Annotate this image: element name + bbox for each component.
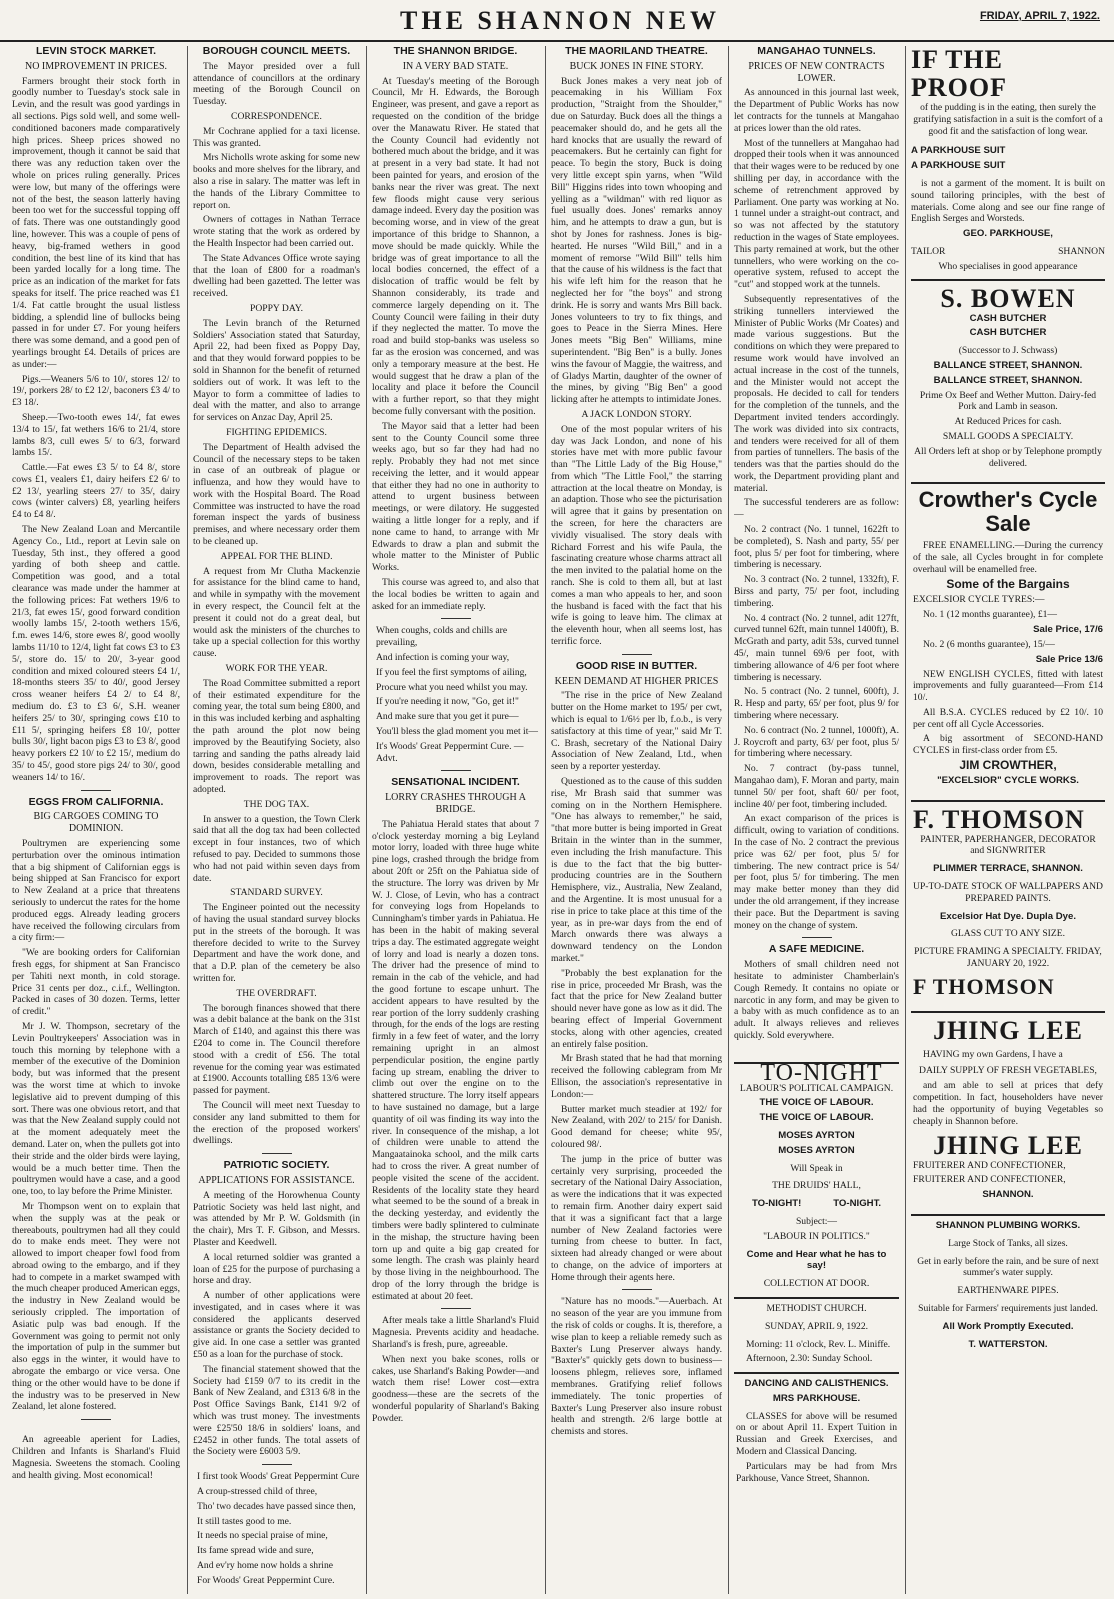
ad-text: A PARKHOUSE SUIT xyxy=(911,160,1006,172)
divider xyxy=(81,1419,111,1420)
poem-line: For Woods' Great Peppermint Cure. xyxy=(197,1574,335,1586)
column-5 xyxy=(734,46,899,1594)
article-paragraph: Mr J. W. Thompson, secretary of the Levin Poultrykeepers' Association was in touch this morning by telephone with a member of the executive of the Dominion body, but was informed that the present was the worst time at which to invoke legislative aid to prevent dumping of this sort. There was one obvious retort, and that was that the New Zealand supply could not at the moment adequately meet the demand. Later on, when the pullets got into their stride and the older birds were laying, would be a much better time. Then the poultrymen would have a case, and a good one, too, to lay before the Prime Minister. xyxy=(12,1020,180,1198)
plumbing-ad xyxy=(911,1214,1105,1357)
article-paragraph: The Pahiatua Herald states that about 7 o'clock yesterday morning a big Leyland motor lorry, loaded with three huge white pine logs, crashed through the bridge from about 20ft or 25ft on the Pahiatua side of the structure. The lorry was driven by Mr W. J. Close, of Levin, who has a contract for conveying logs from Hopelands to Cunningham's timber yards in Pahiatua. He has been in the habit of making several trips a day. The estimated aggregate weight of lorry and load is nearly a dozen tons. The driver had the presence of mind to remain in the cab of the vehicle, and had the good fortune to escape unhurt. The accident appears to have resulted by the rear portion of the lorry suddenly crashing through, for the ends of the logs are resting firmly in a few feet of water, and the lorry remaining upright in an almost perpendicular position, the engine partly facing up stream, enabling the driver to climb out over the engine on to the shattered structure. The lorry itself appears to have sustained no damage, but a large quantity of oil was finding its way into the river. In consequence of the mishap, a lot of children were unable to attend the Mangaatainoka school, and the milk carts had to cross the river. A great number of people visited the scene of the accident. Residents of the locality state they heard what seemed to be the sound of a break in the decking yesterday, and evidently the timbers were badly splintered to culminate in the mishap, the structure having been torn up and quite a big gap created for some length. The crash was plainly heard by those living in the neighbourhood. The drop of the lorry through the bridge is estimated at about 20 feet. xyxy=(372,818,539,1302)
ad-headline: F THOMSON xyxy=(913,973,1055,999)
article-paragraph: Pigs.—Weaners 5/6 to 10/, stores 12/ to 19/, porkers 28/ to £2 12/, baconers £3 4/ to £3 18/. xyxy=(12,373,180,409)
ad-text: Sale Price 13/6 xyxy=(1035,653,1103,665)
ad-text: No. 1 (12 months guarantee), £1— xyxy=(923,609,1058,621)
article-paragraph: No. 4 contract (No. 2 tunnel, adit 127ft, curved tunnel 62ft, main tunnel 1400ft), B. McGrath and party, adit 53s, curved tunnel 45/, main tunnel 69/6 per foot, with timbering allowance of 4/6 per foot where timbering is necessary. xyxy=(734,612,899,683)
article-paragraph: A number of other applications were investigated, and in cases where it was considered the applicants deserved assistance or grants the Society decided to give aid. In one case a settler was granted £50 as a loan for the purchase of stock. xyxy=(193,1290,360,1361)
poem-line: And ev'ry home now holds a shrine xyxy=(197,1560,334,1572)
ad-text: GLASS CUT TO ANY SIZE. xyxy=(951,928,1065,940)
ad-headline: TO-NIGHT xyxy=(760,1059,883,1086)
ad-text: Come and Hear what he has to say! xyxy=(746,1248,887,1272)
article-headline: THE SHANNON BRIDGE. xyxy=(393,46,518,57)
article-headline: PATRIOTIC SOCIETY. xyxy=(223,1159,330,1172)
ad-text: JIM CROWTHER, xyxy=(959,758,1057,773)
section-subheading: WORK FOR THE YEAR. xyxy=(225,663,328,675)
article-subheadline: KEEN DEMAND AT HIGHER PRICES xyxy=(554,675,719,687)
article-paragraph: A meeting of the Horowhenua County Patriotic Society was held last night, and was attended by Mr P. W. Goldsmith (in the chair), Mrs T. F. Gibson, and Messrs. Plaster and Keedwell. xyxy=(193,1189,360,1248)
ad-text: SUNDAY, APRIL 9, 1922. xyxy=(764,1320,869,1332)
ad-text: BALLANCE STREET, SHANNON. xyxy=(933,359,1083,371)
article-paragraph: The successful tenderers are as follow:— xyxy=(734,497,899,521)
ad-text: TO-NIGHT! xyxy=(751,1198,802,1210)
ad-text: Large Stock of Tanks, all sizes. xyxy=(948,1237,1068,1249)
poem-line: And make sure that you get it pure— xyxy=(376,711,519,723)
ad-text: PAINTER, PAPERHANGER, DECORATOR and SIGNWRITER xyxy=(920,833,1096,857)
ad-text: is not a garment of the moment. It is built on sound tailoring principles, with the best of materials. Come along and see our fine range of English Serges and Worsteds. xyxy=(911,177,1105,225)
advertisement-text: When next you bake scones, rolls or cakes, use Sharland's Baking Powder—and watch them rise! Lower cost—extra goodness—these are the secrets of the wonderful popularity of Sharland's Baking Powder. xyxy=(372,1353,539,1424)
article-paragraph: Mrs Nicholls wrote asking for some new books and more shelves for the library, and also a rise in salary. The matter was left in the hands of the Library Committee to report on. xyxy=(193,152,360,211)
ad-text: TAILOR xyxy=(911,245,946,257)
article-paragraph: The Road Committee submitted a report of their estimated expenditure for the coming year, the total sum being £800, and in this was included kerbing and asphalting the path around the plot now being improved by the Beautifying Society, also tarring and sanding the paths already laid down, besides considerable metalling and improvement to roads. The report was adopted. xyxy=(193,677,360,796)
advertisement-text: After meals take a little Sharland's Fluid Magnesia. Prevents acidity and headache. Sharland's is fresh, pure, agreeable. xyxy=(372,1315,539,1351)
article-subheadline: PRICES OF NEW CONTRACTS LOWER. xyxy=(748,60,885,84)
article-headline: SENSATIONAL INCIDENT. xyxy=(391,776,520,789)
article-paragraph: "We are booking orders for Californian fresh eggs, for shipment at San Francisco per Tahiti next month, in cold storage. Price 31 cents per doz., c.i.f., Wellington. Packed in cases of 30 dozen. Terms, letter of credit." xyxy=(12,947,180,1018)
ad-text: UP-TO-DATE STOCK OF WALLPAPERS AND PREPARED PAINTS. xyxy=(913,881,1103,904)
article-paragraph: Buck Jones makes a very neat job of peacemaking in his William Fox production, "Straight from the Shoulder," due on Saturday. Buck does all the things a peacemaker should do, and he gets all the hard knocks that are usually the reward of peacemakers. But he certainly can fight for peace. To begin the story, Buck is doing very little except spin yarns, when "Wild Bill" Higgins rides into town whooping and yelling as a "wildman" with red liquor as fuel usually does. Jones' remarks annoy him, and he attempts to draw a gun, but is shot by Jones for rashness. Jones is big-hearted. He nurses "Wild Bill," and in a moment of remorse "Wild Bill" tells him that the cause of his wildness is the fact that his wife left him for the reason that he neglected her for "the boys" and strong drink. He is sorry and wants Mrs Bill back. Jones volunteers to try to fix things, and goes to Peace in the Sierra Mines. Here Jones meets "Big Ben" Williams, mine superintendent. "Big Ben" is a bully. Jones wins the favour of Maggie, the waitress, and of Gladys Martin, daughter of the owner of the mines, by giving "Big Ben" a good licking after he attempts to intimidate Jones. xyxy=(551,75,722,406)
column-rule xyxy=(905,46,906,1594)
article-paragraph: In answer to a question, the Town Clerk said that all the dog tax had been collected except in four instances, two of which refused to pay. Decided to summons those who had not paid within seven days from date. xyxy=(193,813,360,884)
article-paragraph: A request from Mr Clutha Mackenzie for assistance for the blind came to hand, and while in sympathy with the movement in every respect, the Council felt at the present it could not do a great deal, but would ask the ministers of the churches to take up a special collection for this worthy cause. xyxy=(193,565,360,660)
ad-text: Excelsior Hat Dye. Dupla Dye. xyxy=(940,910,1076,922)
ad-text: Suitable for Farmers' requirements just landed. xyxy=(918,1303,1098,1314)
ad-text: THE DRUIDS' HALL, xyxy=(772,1180,861,1192)
divider xyxy=(262,1464,292,1465)
ad-text: FRUITERER AND CONFECTIONER, xyxy=(913,1174,1066,1186)
divider xyxy=(622,1289,652,1290)
ad-text: Who specialises in good appearance xyxy=(938,260,1078,272)
article-subheadline: NO IMPROVEMENT IN PRICES. xyxy=(24,60,168,72)
article-paragraph: At Tuesday's meeting of the Borough Council, Mr H. Edwards, the Borough Engineer, was present, and gave a report as requested on the condition of the bridge over the Manawatu River. He stated that the County Council had evidently not bothered much about the bridge, and it was at present in a very bad state. It had not been painted for years, and erosion of the banks near the river was great. The next few floods might cause very serious damage indeed. Every day the position was becoming worse, and in view of the great importance of this bridge to Shannon, a move should be made quickly. While the bridge was of great importance to all the local bodies concerned, the effect of a dislocation of traffic would be felt by Shannon considerably, its trade and commerce largely depending on it. The County Council were failing in their duty if they neglected the matter. To move the road and build stop-banks was useless so far as the erosion was concerned, and was only a temporary measure at the best. He would suggest that he draw a plan of the locality and place it before the Council with a further report, so that they might become fully conversant with the position. xyxy=(372,75,539,417)
ad-text: "EXCELSIOR" CYCLE WORKS. xyxy=(937,774,1079,786)
ad-text: FRUITERER AND CONFECTIONER, xyxy=(913,1159,1066,1171)
article-paragraph: The Levin branch of the Returned Soldiers' Association stated that Saturday, April 22, had been fixed as Poppy Day, and that they would forward poppies to be sold in Shannon for the benefit of returned soldiers out of work. It was left to the Mayor to form a committee of ladies to deal with the matter, and also to arrange for services on Anzac Day, April 25. xyxy=(193,317,360,424)
section-subheading: FIGHTING EPIDEMICS. xyxy=(226,426,327,438)
issue-date: FRIDAY, APRIL 7, 1922. xyxy=(979,10,1100,22)
ad-text: COLLECTION AT DOOR. xyxy=(763,1278,870,1290)
ad-text: Morning: 11 o'clock, Rev. L. Miniffe. xyxy=(746,1338,891,1350)
ad-text: NEW ENGLISH CYCLES, fitted with latest improvements and fully guaranteed—From £14 10/. xyxy=(913,668,1103,704)
ad-text: CLASSES for above will be resumed on or about April 11. Expert Tuition in Russian and Greek Exercises, and Modern and Classical Dancing. xyxy=(736,1410,897,1458)
article-subheadline: LORRY CRASHES THROUGH A BRIDGE. xyxy=(385,792,526,816)
section-subheading: APPEAL FOR THE BLIND. xyxy=(220,550,333,562)
ad-text: THE VOICE OF LABOUR. xyxy=(759,1097,874,1109)
ad-text: All Orders left at shop or by Telephone promptly delivered. xyxy=(914,445,1102,469)
ad-text: No. 2 (6 months guarantee), 15/— xyxy=(923,638,1055,650)
poem-line: I first took Woods' Great Peppermint Cure xyxy=(197,1471,360,1483)
article-paragraph: No. 3 contract (No. 2 tunnel, 1332ft), F. Birss and party, 75/ per foot, including timbering. xyxy=(734,574,899,609)
article-paragraph: The Department of Health advised the Council of the necessary steps to be taken in case of an outbreak of plague or influenza, and how they would have to work with the Hospital Board. The Road Committee was instructed to have the road foreman inspect the yards of business premises, and where necessary order them to be cleaned up. xyxy=(193,441,360,548)
jhing-lee-ad xyxy=(911,1011,1105,1208)
article-headline: THE MAORILAND THEATRE. xyxy=(565,46,708,57)
article-paragraph: Most of the tunnellers at Mangahao had dropped their tools when it was announced that their wages were to be reduced by one shilling per day, in accordance with the scheme of retrenchment approved by Parliament. One party was working at No. 1 tunnel under a straight-out contract, and so was not affected by the statutory reduction in the wages of State employees. This party remained at work, but the other tunnellers, who were working on the co-operative system, refused to accept the "cut" and stopped work at the tunnels. xyxy=(734,137,899,291)
article-subheadline: BIG CARGOES COMING TO DOMINION. xyxy=(33,811,159,835)
article-headline: LEVIN STOCK MARKET. xyxy=(36,46,156,57)
ad-text: SMALL GOODS A SPECIALTY. xyxy=(942,430,1074,442)
ad-text: Some of the Bargains xyxy=(946,576,1070,591)
divider xyxy=(441,618,471,619)
ad-text: DAILY SUPPLY OF FRESH VEGETABLES, xyxy=(919,1064,1097,1076)
article-paragraph: This course was agreed to, and also that the local bodies be written to again and asked for an immediate reply. xyxy=(372,577,539,612)
ad-text: EARTHENWARE PIPES. xyxy=(957,1285,1059,1297)
column-4 xyxy=(551,46,722,1594)
column-1 xyxy=(12,46,180,1594)
article-paragraph: The borough finances showed that there was a debit balance at the bank on the 31st March of £140, and against this there was £204 to come in. The Council therefore stood with a credit of £56. The total revenue for the coming year was estimated at £1900. Accounts totalling £85 13/6 were passed for payment. xyxy=(193,1002,360,1097)
article-paragraph: The Mayor said that a letter had been sent to the County Council some three weeks ago, but so far they had had no reply. Probably they had not met since receiving the letter, and it would appear that either they had no one in authority to attend to urgent business between meetings, or were dilatory. He suggested waiting a little longer for a reply, and if none came to hand, to arrange with Mr Edwards to draw a plan and submit the whole matter to the Minister of Public Works. xyxy=(372,420,539,574)
ad-text: of the pudding is in the eating, then surely the gratifying satisfaction in a suit is the comfort of a good fit and the satisfaction of long wear. xyxy=(913,102,1103,137)
article-headline: A SAFE MEDICINE. xyxy=(768,943,865,956)
article-subheadline: APPLICATIONS FOR ASSISTANCE. xyxy=(198,1174,355,1186)
article-paragraph: Farmers brought their stock forth in goodly number to Tuesday's stock sale in Levin, and the result was good yardings in all sections. Pigs sold well, and some well-conditioned baconers made comparatively high prices. Sheep prices showed no improvement, though it cannot be said that there was any reduction taken over the whole on prices ruling generally. Prices were low, but many of the offerings were not of the best, the season latterly having been too wet for the successful topping off of fats. There was one outstandingly good line, however. This was a couple of pens of heavy, big-framed wethers in good condition, the best line of its kind that has been yarded locally for a long time. The price as an indication of the market for fats speaks for itself. The price reached was £1 1/4. Fat cattle brought the usual listless bidding, a splendid line of bullocks being passed in for under £7. For young heifers there was some demand, and a good pen of yearlings brought £4. Details of prices are as under:— xyxy=(12,75,180,370)
article-paragraph: One of the most popular writers of his day was Jack London, and none of his stories have met with more public favour than "The Little Lady of the Big House," from which "The Little Fool," the starring attraction at the local theatre on Monday, is an adaption. Those who see the picturisation will agree that it gains by presentation on the screen, for here the characters are vividly visualised. The story deals with Richard Forrest and his wife Paula, the fascinating creature whose charms attract all the men invited to the palatial home on the ranch. She is cold to them all, but at last comes a man who appeals to her, and soon the husband is faced with the fact that his wife is going to leave him. The climax at the eleventh hour, when all seems lost, has terrific force. xyxy=(551,423,722,648)
ad-text: Will Speak in xyxy=(790,1162,843,1174)
poem-line: When coughs, colds and chills are prevailing, xyxy=(376,625,508,649)
ad-headline: Crowther's Cycle Sale xyxy=(918,487,1098,537)
article-headline: MANGAHAO TUNNELS. xyxy=(757,46,876,57)
article-paragraph: Mr Thompson went on to explain that when the supply was at the peak or thereabouts, poultrymen had all they could do to make ends meet. They were not allowed to import cheaper fowl food from abroad owing to the embargo, and if they had to compete in a market swamped with the much cheaper produced American eggs, the industry in New Zealand would be seriously crippled. The importation of Asiatic pulp was bad enough. If the Government was going to permit not only the importation of pulp in the summer but also eggs in the winter, it would have to abrogate the embargo or vice versa. One thing or the other would have to be done if the industry was to be preserved in New Zealand, let alone fostered. xyxy=(12,1200,180,1413)
column-3 xyxy=(372,46,539,1594)
ad-text: SHANNON PLUMBING WORKS. xyxy=(935,1220,1081,1232)
poem-line: It still tastes good to me. xyxy=(197,1515,292,1527)
advertisement-text: An agreeable aperient for Ladies, Children and Infants is Sharland's Fluid Magnesia. Sweetens the stomach. Cooling and health giving. Most economical! xyxy=(12,1434,180,1481)
article-paragraph: The State Advances Office wrote saying that the loan of £800 for a roadman's dwelling had been gazetted. The letter was received. xyxy=(193,252,360,300)
column-2 xyxy=(193,46,360,1594)
ad-text: FREE ENAMELLING.—During the currency of the sale, all Cycles brought in for complete overhaul will be enamelled free. xyxy=(913,540,1103,575)
article-paragraph: Cattle.—Fat ewes £3 5/ to £4 8/, store cows £1, vealers £1, dairy heifers £2 6/ to £2 13/, yearling steers 27/ to 35/, dairy cows (winter calvers) £8, yearling heifers £4 to £4 8/. xyxy=(12,462,180,521)
section-subheading: THE OVERDRAFT. xyxy=(236,987,317,999)
article-paragraph: Butter market much steadier at 192/ for New Zealand, with 202/ to 215/ for Danish. Good demand for cheese; white 95/, coloured 98/. xyxy=(551,1103,722,1150)
ad-headline: JHING LEE xyxy=(933,1130,1083,1160)
poem-line: If you feel the first symptoms of ailing, xyxy=(376,666,527,678)
ad-text: T. WATTERSTON. xyxy=(968,1338,1048,1350)
article-paragraph: Subsequently representatives of the striking tunnellers interviewed the Minister of Public Works (Mr Coates) and made various suggestions. But the conditions on which they were prepared to resume work would have involved an actual increase in the cost of the tunnels, and the Minister would not accept the proposals. He decided to call for tenders for the completion of the tunnels, and the Department invited tenders accordingly. The work was divided into six contracts, and tenders were received for all of them from parties of tunnellers. The basis of the tenders was that the parties should do the work, the Department providing plant and material. xyxy=(734,293,899,494)
article-paragraph: The Council will meet next Tuesday to consider any land submitted to them for the erection of the proposed workers' dwellings. xyxy=(193,1099,360,1147)
ad-text: PLIMMER TERRACE, SHANNON. xyxy=(933,863,1083,875)
ad-text: EXCELSIOR CYCLE TYRES:— xyxy=(913,593,1045,605)
article-headline: GOOD RISE IN BUTTER. xyxy=(575,659,698,672)
poem-line: Its fame spread wide and sure, xyxy=(197,1545,314,1557)
masthead xyxy=(0,0,1114,42)
ad-text: Particulars may be had from Mrs Parkhouse, Vance Street, Shannon. xyxy=(736,1460,897,1484)
ad-text xyxy=(736,1198,897,1210)
crowther-ad xyxy=(911,482,1105,793)
article-paragraph: Sheep.—Two-tooth ewes 14/, fat ewes 13/4 to 15/, fat wethers 16/6 to 21/4, store lambs 8/3, cull ewes 5/ to 6/3, forward lambs 15/. xyxy=(12,411,180,459)
ad-text: and am able to sell at prices that defy competition. In fact, householders have never had the opportunity of buying Vegetables so cheaply in Shannon before. xyxy=(913,1080,1103,1127)
section-subheading: STANDARD SURVEY. xyxy=(230,887,323,899)
article-paragraph: The Mayor presided over a full attendance of councillors at the ordinary meeting of the Borough Council on Tuesday. xyxy=(193,60,360,108)
divider xyxy=(81,790,111,791)
article-paragraph: Owners of cottages in Nathan Terrace wrote stating that the work as ordered by the Health Inspector had been carried out. xyxy=(193,214,360,249)
article-paragraph: Mothers of small children need not hesitate to administer Chamberlain's Cough Remedy. It contains no opiate or narcotic in any form, and may be given to a baby with as much confidence as to an adult. It always relieves and relieves quickly. Sold everywhere. xyxy=(734,959,899,1041)
article-paragraph: An exact comparison of the prices is difficult, owing to variation of conditions. In the case of No. 2 contract the previous price was 62/ per foot, plus 5/ for timbering. The new contract price is 54/ per foot, plus 5/ for timbering. The men may make better money than they did under the old arrangement, if they increase their pace. But the Department is saving money on the change of system. xyxy=(734,813,899,931)
ad-text: Prime Ox Beef and Wether Mutton. Dairy-fed Pork and Lamb in season. xyxy=(919,389,1097,413)
article-paragraph: No. 2 contract (No. 1 tunnel, 1622ft to be completed), S. Nash and party, 55/ per foot, plus 5/ per foot for timbering, where timbering is necessary. xyxy=(734,524,899,571)
article-paragraph: No. 7 contract (by-pass tunnel, Mangahao dam), F. Moran and party, main tunnel 50/ per foot, shaft 60/ per foot, incline 40/ per foot, timbering included. xyxy=(734,763,899,810)
article-paragraph: Poultrymen are experiencing some perturbation over the ominous intimation that a big shipment of Californian eggs is being shipped at San Francisco for export to New Zealand at a price that threatens seriously to undercut the rates for the home produced eggs. Already leading grocers have received the following circulars from a city firm:— xyxy=(12,838,180,944)
ad-text: THE VOICE OF LABOUR. xyxy=(759,1112,874,1124)
ad-headline: F. THOMSON xyxy=(913,804,1085,834)
poem-line: If you're needing it now, "Go, get it!" xyxy=(376,696,519,708)
poem-line: A croup-stressed child of three, xyxy=(197,1486,318,1498)
article-paragraph: The jump in the price of butter was certainly very surprising, proceeded the secretary of the National Dairy Association, as were the indications that it was expected to remain firm. Another dairy expert said that it was a significant fact that a large number of New Zealand factories were turning from cheese to butter. In fact, sixteen had already changed or were about to change, on the advice of importers at Home through their agents here. xyxy=(551,1153,722,1283)
ad-text: SHANNON xyxy=(1058,245,1105,257)
section-subheading: CORRESPONDENCE. xyxy=(231,110,322,122)
newspaper-title: THE SHANNON NEW xyxy=(400,6,721,35)
ad-text: SHANNON. xyxy=(982,1189,1034,1201)
labour-campaign-ad xyxy=(734,1059,899,1297)
ad-text: Afternoon, 2.30: Sunday School. xyxy=(746,1353,873,1365)
article-paragraph: Questioned as to the cause of this sudden rise, Mr Brash said that summer was coming on in the Northern Hemisphere. "One has always to remember," he said, "that more butter is being imported in Great Britain in the winter than in the summer, even including the Irish manufacture. This is due to the fact that the big butter-producing countries are in the Southern Hemisphere, viz., Australia, New Zealand, and the Argentine. It is most unusual for a rise in price to take place at this time of the year, as in pre-war days from the end of March onwards there was always a downward tendency on the London market." xyxy=(551,776,722,964)
ad-text: All Work Promptly Executed. xyxy=(942,1320,1074,1332)
dancing-ad xyxy=(734,1372,899,1491)
article-paragraph: Mr Cochrane applied for a taxi license. This was granted. xyxy=(193,125,360,149)
ad-text: CASH BUTCHER xyxy=(969,312,1047,324)
article-subheadline: BUCK JONES IN FINE STORY. xyxy=(569,60,704,72)
divider xyxy=(802,937,832,938)
ad-text: A PARKHOUSE SUIT xyxy=(911,145,1006,157)
ad-text: Sale Price, 17/6 xyxy=(1033,624,1103,636)
section-subheading: A JACK LONDON STORY. xyxy=(581,408,692,420)
thomson-ad xyxy=(911,800,1105,1005)
ad-text: BALLANCE STREET, SHANNON. xyxy=(933,374,1083,386)
divider xyxy=(622,654,652,655)
article-paragraph: "The rise in the price of New Zealand butter on the Home market to 195/ per cwt, which is equal to 1/6½ per lb, f.o.b., is very satisfactory at this time of year," said Mr T. C. Brash, secretary of the National Dairy Association of New Zealand, Ltd., when seen by a reporter yesterday. xyxy=(551,690,722,773)
article-paragraph: As announced in this journal last week, the Department of Public Works has now let contracts for the tunnels at Mangahao at prices lower than the old rates. xyxy=(734,87,899,134)
ad-text: LABOUR'S POLITICAL CAMPAIGN. xyxy=(739,1082,894,1094)
column-rule xyxy=(545,46,546,1594)
article-subheadline: IN A VERY BAD STATE. xyxy=(402,60,509,72)
divider xyxy=(441,1308,471,1309)
divider xyxy=(441,770,471,771)
ad-headline: IF THE PROOF xyxy=(911,46,1007,102)
column-rule xyxy=(187,46,188,1594)
ad-text: All B.S.A. CYCLES reduced by £2 10/. 10 per cent off all Cycle Accessories. xyxy=(913,706,1103,730)
article-headline: BOROUGH COUNCIL MEETS. xyxy=(202,46,351,57)
column-rule xyxy=(728,46,729,1594)
parkhouse-ad xyxy=(911,46,1105,273)
article-paragraph: "Probably the best explanation for the rise in price, proceeded Mr Brash, was the fact that the price for New Zealand butter should never have gone as low as it did. The bearing effect of Imperial Government stocks, along with other agencies, created an entirely false position. xyxy=(551,967,722,1050)
church-notice xyxy=(734,1297,899,1372)
ad-text: MOSES AYRTON xyxy=(778,1129,855,1141)
ad-text: PICTURE FRAMING A SPECIALTY. FRIDAY, JANUARY 20, 1922. xyxy=(914,946,1102,970)
poem-line: It needs no special praise of mine, xyxy=(197,1530,328,1542)
section-subheading: THE DOG TAX. xyxy=(243,798,310,810)
ad-text xyxy=(911,246,1105,258)
ad-text: "LABOUR IN POLITICS." xyxy=(763,1230,870,1242)
column-rule xyxy=(366,46,367,1594)
ad-text: TO-NIGHT. xyxy=(833,1198,882,1210)
poem-line: You'll bless the glad moment you met it— xyxy=(376,726,538,738)
poem-line: It's Woods' Great Peppermint Cure. —Advt. xyxy=(376,740,524,764)
ad-text: HAVING my own Gardens, I have a xyxy=(923,1048,1063,1060)
column-6 xyxy=(911,46,1105,1594)
article-paragraph: No. 6 contract (No. 2 tunnel, 1000ft), A. J. Roycroft and party, 63/ per foot, plus 5/ for timbering where necessary. xyxy=(734,724,899,760)
ad-text: At Reduced Prices for cash. xyxy=(954,416,1062,428)
poem-line: And infection is coming your way, xyxy=(376,652,510,664)
article-paragraph: No. 5 contract (No. 2 tunnel, 600ft), J. R. Hesp and party, 65/ per foot, plus 9/ for timbering where necessary. xyxy=(734,686,899,722)
divider xyxy=(262,1153,292,1154)
advertisement-text: "Nature has no moods."—Auerbach. At no season of the year are you immune from the risk of colds or coughs. It is, therefore, a wise plan to keep a reliable remedy such as Baxter's Lung Preserver always handy. "Baxter's" quickly gets down to business—loosens phlegm, relieves sore, inflamed membranes. Gratifying relief follows immediately. The tonic properties of Baxter's Lung Preserver also insure robust health and strength. 2/6 large bottle at chemists and stores. xyxy=(551,1296,722,1438)
poem-line: Tho' two decades have passed since then, xyxy=(197,1500,356,1512)
article-paragraph: The financial statement showed that the Society had £159 0/7 to its credit in the Bank of New Zealand, and £313 6/8 in the Post Office Savings Bank, £141 9/2 of which was trust money. The investments were £25'50 18/6 in soldiers' loans, and £2452 in other funds. The total assets of the Society were £6003 5/9. xyxy=(193,1363,360,1458)
section-subheading: POPPY DAY. xyxy=(250,302,303,314)
ad-text: GEO. PARKHOUSE, xyxy=(963,228,1053,240)
ad-text: MRS PARKHOUSE. xyxy=(772,1392,861,1404)
article-paragraph: The New Zealand Loan and Mercantile Agency Co., Ltd., report at Levin sale on Tuesday, 5th inst., they offered a good yarding of both sheep and cattle. Competition was good, and a total clearance was made under the hammer at the following prices: Fat wethers 19/6 to 21/3, fat ewes 15/, good forward condition woolly lambs 15/, 2-tooth wethers 15/6, f.m. ewes 14/6, store ewes 8/, good woolly lambs 11/10 to 12/4, light fat cows £3 to £3 5/, store do. 15/ to 20/, 3-year good condition and mixed coloured steers £4 1/, 18-months steers 35/ to 40/, good Jersey cross weaner heifers £4 2/ to £4 8/, medium do. £3 to £3 6/, S.H. weaner heifers 25/ to 30/, springing cows £10 to £11 5/, springing heifers £8 10/, potter bulls 30/, light bacon pigs £3 to £3 8/, good heavy porkers £2 10/ to £2 15/, medium do 35/ to 45/, good store pigs 24/ to 30/, good weaners 14/ to 16/. xyxy=(12,524,180,783)
article-paragraph: Mr Brash stated that he had that morning received the following cablegram from Mr Ellison, the association's representative in London:— xyxy=(551,1053,722,1100)
ad-text: A big assortment of SECOND-HAND CYCLES in first-class order from £5. xyxy=(913,733,1103,757)
ad-text: (Successor to J. Schwass) xyxy=(958,345,1058,357)
ad-headline: S. BOWEN xyxy=(940,283,1076,313)
poem-line: Procure what you need whilst you may. xyxy=(376,681,528,693)
article-paragraph: The Engineer pointed out the necessity of having the usual standard survey blocks put in the streets of the borough. It was therefore decided to write to the Survey Department and have the work done, and that a D.P. plan of the cemetery be also written for. xyxy=(193,902,360,984)
article-headline: EGGS FROM CALIFORNIA. xyxy=(28,795,164,808)
ad-text: MOSES AYRTON xyxy=(778,1144,855,1156)
ad-text: DANCING AND CALISTHENICS. xyxy=(744,1378,889,1390)
bowen-ad xyxy=(911,279,1105,477)
article-paragraph: A local returned soldier was granted a loan of £25 for the purpose of purchasing a horse and dray. xyxy=(193,1251,360,1287)
ad-text: METHODIST CHURCH. xyxy=(766,1302,867,1314)
ad-text: CASH BUTCHER xyxy=(969,327,1047,339)
ad-headline: JHING LEE xyxy=(933,1015,1083,1045)
ad-text: Get in early before the rain, and be sure of next summer's water supply. xyxy=(917,1255,1099,1279)
ad-text: Subject:— xyxy=(795,1215,838,1227)
